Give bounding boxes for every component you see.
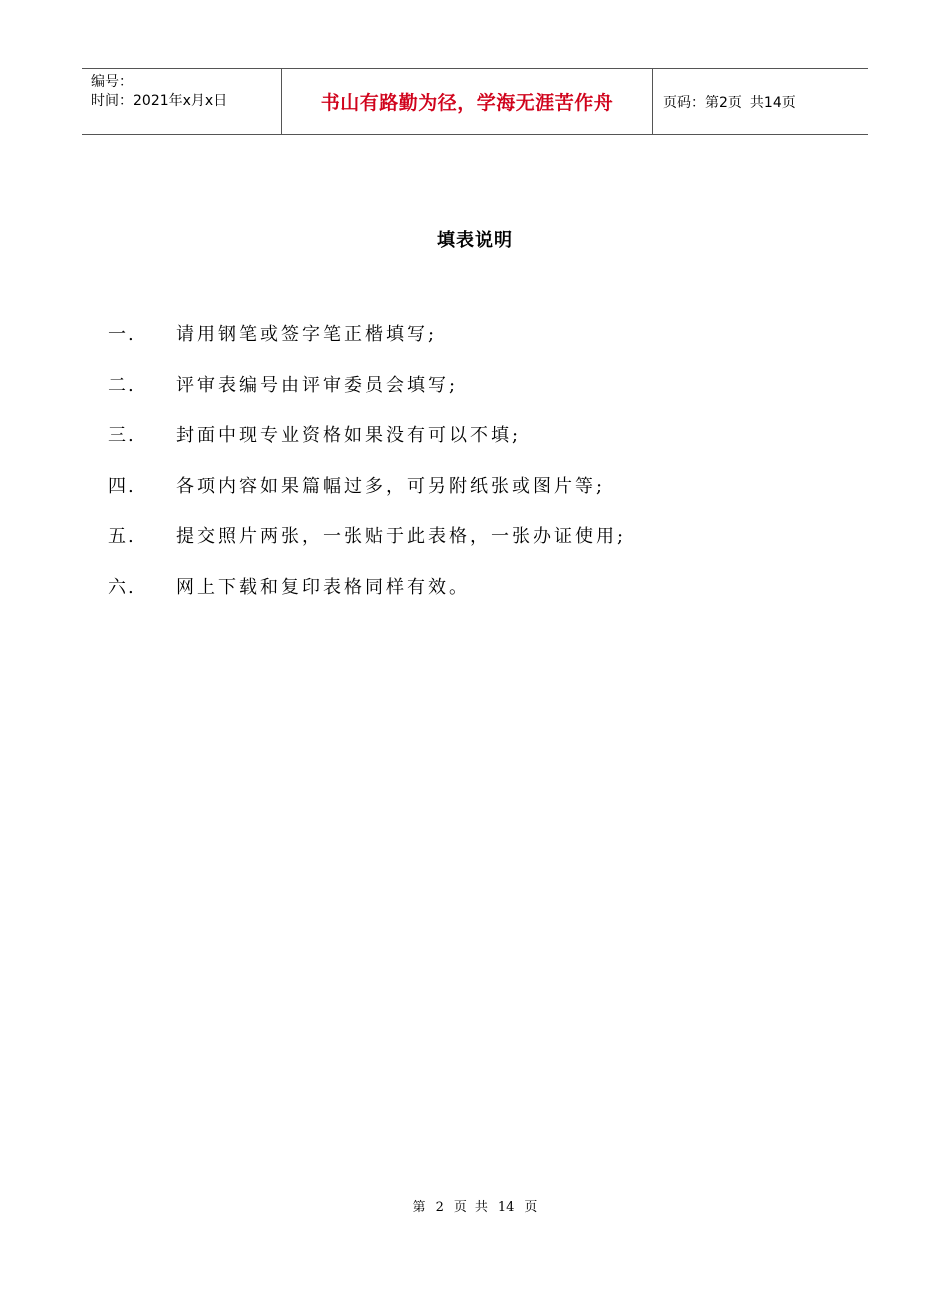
item-number: 一. [108,324,136,345]
page-number-cell [653,69,868,134]
item-number: 二. [108,374,136,396]
item-number: 四. [108,475,136,497]
item-number: 五. [108,526,136,547]
serial-number-label: 编号： [91,74,133,90]
item-number: 三. [108,425,136,446]
item-text: 评审表编号由评审委员会填写; [176,374,459,396]
item-number: 六. [108,576,136,598]
item-text: 请用钢笔或签字笔正楷填写; [176,324,438,345]
header-table [82,68,868,135]
list-item [108,322,868,373]
page-footer [0,1196,950,1215]
motto-cell [282,69,653,134]
header-total-label: 共14页 [749,94,796,111]
footer-page-number: 2 [435,1200,444,1215]
motto-text: 书山有路勤为径，学海无涯苦作舟 [320,92,614,114]
instructions-list [108,322,868,625]
item-text: 封面中现专业资格如果没有可以不填; [176,425,522,446]
list-item [108,373,868,424]
list-item [108,524,868,575]
item-text: 网上下载和复印表格同样有效。 [176,576,470,598]
footer-gong: 共 [474,1200,488,1215]
list-item [108,423,868,474]
header-page-label: 页码：第2页 [663,94,742,111]
footer-ye: 页 [453,1200,467,1215]
list-item [108,575,868,626]
footer-di: 第 [412,1200,426,1215]
page-title: 填表说明 [437,230,513,251]
item-text: 提交照片两张，一张贴于此表格，一张办证使用; [176,526,627,547]
list-item [108,474,868,525]
footer-total-pages: 14 [497,1200,515,1215]
header-info-cell [82,69,282,134]
date-label: 时间：2021年x月x日 [91,93,228,109]
footer-ye: 页 [524,1200,538,1215]
item-text: 各项内容如果篇幅过多，可另附纸张或图片等; [176,475,606,497]
